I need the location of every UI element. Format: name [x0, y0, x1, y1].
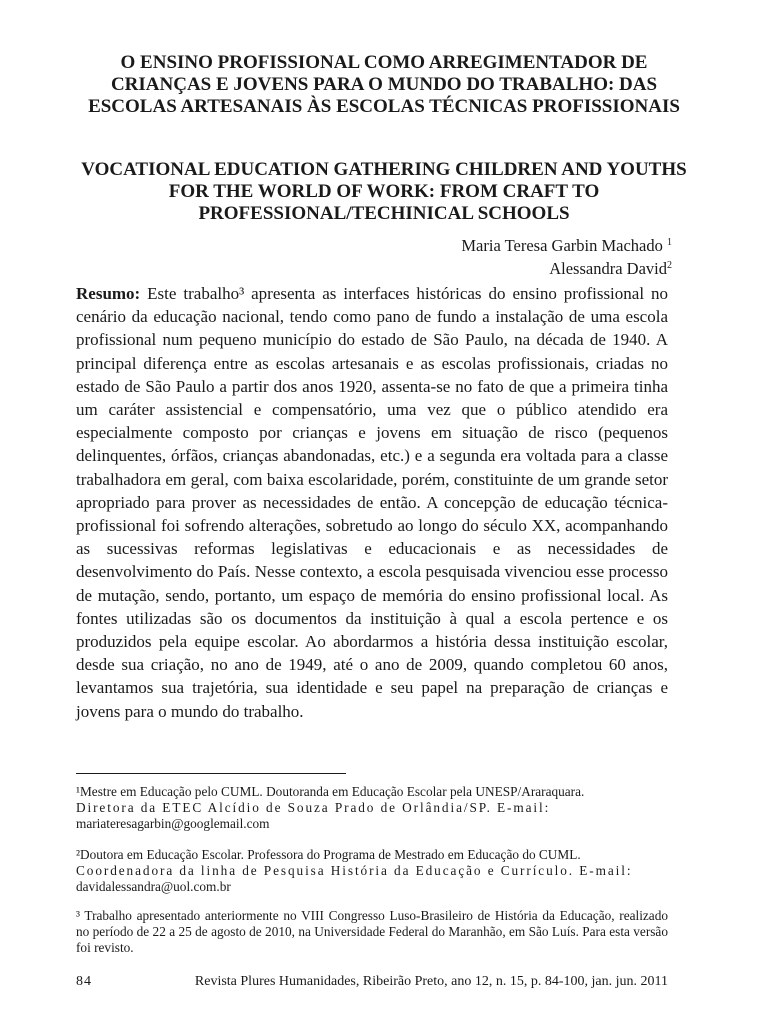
abstract-text: Este trabalho³ apresenta as interfaces históricas do ensino profissional no cenário da educação nacional, tendo como pano de fundo a instalação de uma escola profissional num pequeno município do estado de São Paulo, na década de 1940. A principal diferença entre as escolas artesanais e as escolas profissionais, criadas no estado de São Paulo a partir dos anos 1920, assenta-se no fato de que a primeira tinha um caráter assistencial e compensatório, uma vez que o público atendido era especialmente composto por crianças e jovens em situação de risco (pequenos delinquentes, órfãos, crianças abandonadas, etc.) e a segunda era voltada para a classe trabalhadora em geral, com baixa escolaridade, porém, constituinte de um grande setor apropriado para prover as necessidades de então. A concepção de educação técnica- profissional foi sofrendo alterações, sobretudo ao longo do século XX, acompanhando as sucessivas reformas legislativas e educacionais e as necessidades de desenvolvimento do País. Nesse contexto, a escola pesquisada vivenciou esse processo de mutação, sendo, portanto, um espaço de memória do ensino profissional local. As fontes utilizadas são os documentos da instituição à qual a escola pertence e os produzidos pela equipe escolar. Ao abordarmos a história dessa instituição escolar, desde sua criação, no ano de 1949, até o ano de 2009, quando completou 60 anos, levantamos sua trajetória, sua identidade e seu papel na preparação de crianças e jovens para o mundo do trabalho.	[76, 284, 668, 721]
title-english: VOCATIONAL EDUCATION GATHERING CHILDREN AND YOUTHS FOR THE WORLD OF WORK: FROM CRAFT TO PROFESSIONAL/TECHINICAL SCHOOLS	[81, 159, 687, 224]
footnote-2-line-2: Coordenadora da linha de Pesquisa História da Educação e Currículo. E-mail:	[76, 863, 633, 878]
footnote-3: ³ Trabalho apresentado anteriormente no VIII Congresso Luso-Brasileiro de História da Educação, realizado no período de 22 a 25 de agosto de 2010, na Universidade Federal do Maranhão, em São Luís. Para esta versão foi revisto.	[76, 908, 668, 955]
abstract-label: Resumo:	[76, 284, 141, 303]
author-2	[549, 255, 672, 280]
author-footnote-marker: 2	[667, 260, 672, 271]
footnote-1	[76, 784, 668, 832]
footnote-2-email: davidalessandra@uol.com.br	[76, 879, 231, 894]
page-number: 84	[76, 974, 92, 989]
author-name: Maria Teresa Garbin Machado	[461, 236, 663, 255]
author-1	[461, 232, 672, 257]
journal-citation: Revista Plures Humanidades, Ribeirão Preto, ano 12, n. 15, p. 84-100, jan. jun. 2011	[194, 974, 668, 989]
footnote-2	[76, 847, 668, 895]
footnote-1-line-2: Diretora da ETEC Alcídio de Souza Prado de Orlândia/SP. E-mail:	[76, 800, 551, 815]
footnote-1-line-1: ¹Mestre em Educação pelo CUML. Doutoranda em Educação Escolar pela UNESP/Araraquara.	[76, 784, 585, 799]
author-footnote-marker: 1	[667, 237, 672, 248]
author-name: Alessandra David	[549, 259, 667, 278]
footnote-1-email: mariateresagarbin@googlemail.com	[76, 816, 270, 831]
footnote-separator	[76, 773, 346, 774]
title-portuguese: O ENSINO PROFISSIONAL COMO ARREGIMENTADOR DE CRIANÇAS E JOVENS PARA O MUNDO DO TRABALHO: DAS ESCOLAS ARTESANAIS ÀS ESCOLAS TÉCNICAS PROFISSIONAIS	[88, 52, 680, 117]
abstract	[76, 282, 668, 723]
footnote-2-line-1: ²Doutora em Educação Escolar. Professora do Programa de Mestrado em Educação do CUML.	[76, 847, 581, 862]
